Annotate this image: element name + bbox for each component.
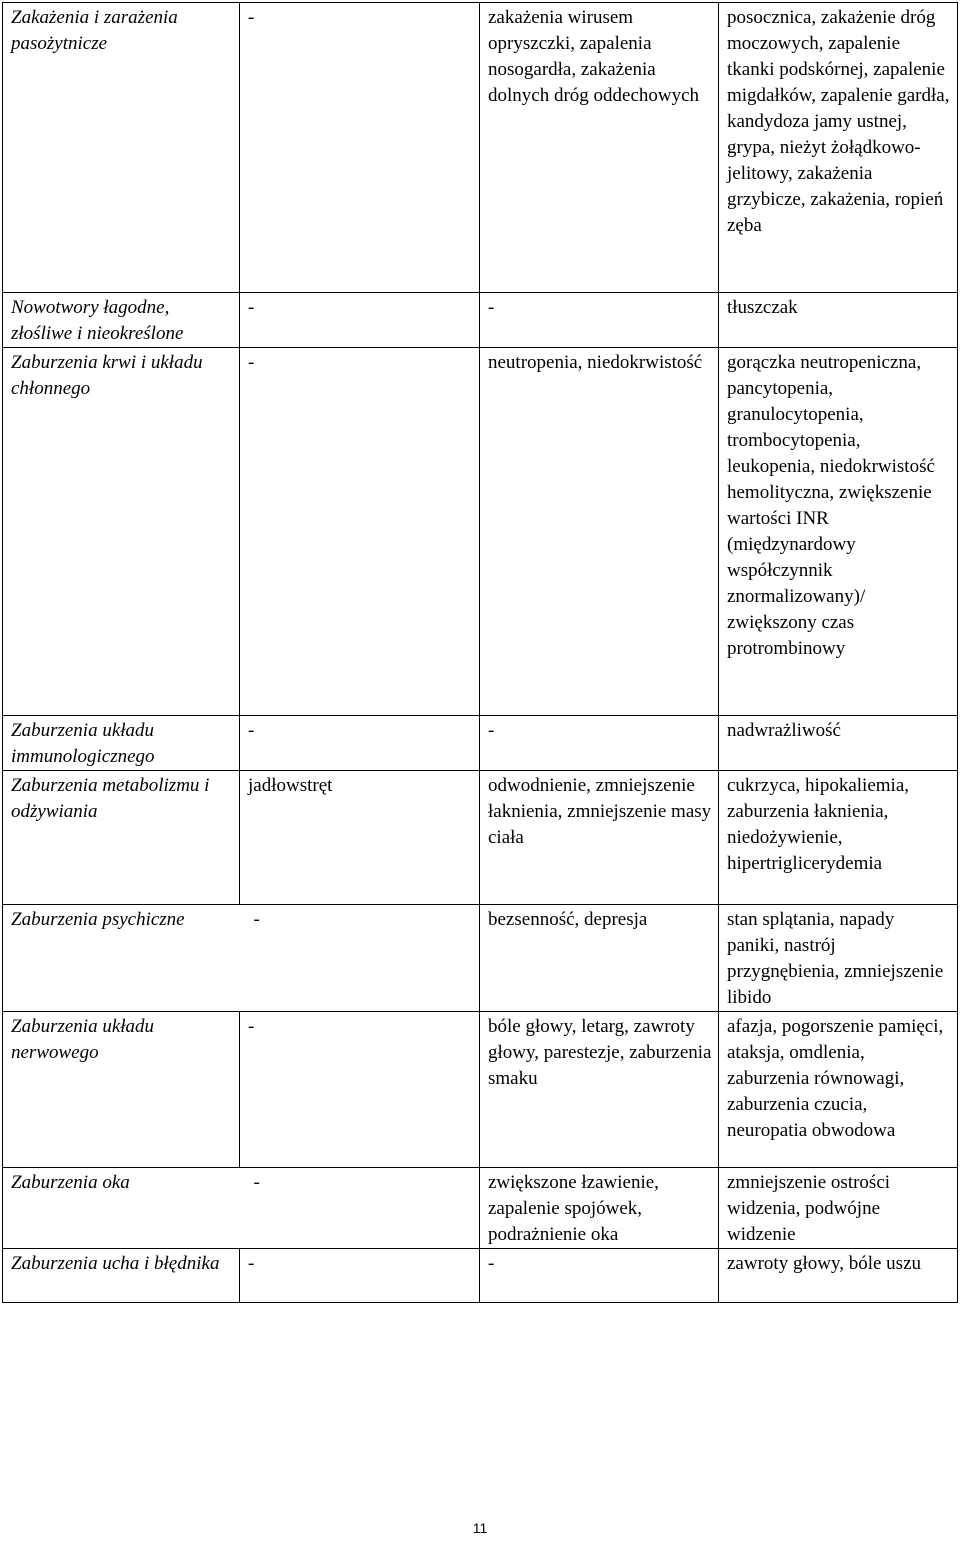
table-row [3, 771, 958, 905]
frequency-uncommon-cell: neutropenia, niedokrwistość [480, 348, 719, 716]
frequency-uncommon-cell: - [480, 293, 719, 348]
frequency-uncommon-cell: - [480, 1249, 719, 1303]
frequency-uncommon-cell: bóle głowy, letarg, zawroty głowy, parestezje, zaburzenia smaku [480, 1012, 719, 1168]
organ-class-cell: Zakażenia i zarażenia pasożytnicze [3, 3, 240, 293]
frequency-uncommon-cell: zwiększone łzawienie, zapalenie spojówek, podrażnienie oka [480, 1168, 719, 1249]
organ-class-cell: Zaburzenia układu immunologicznego [3, 716, 240, 771]
organ-class-cell [3, 1168, 480, 1249]
frequency-common-cell: - [240, 348, 480, 716]
organ-class-label: Zaburzenia psychiczne [11, 909, 185, 930]
frequency-rare-cell: posocznica, zakażenie dróg moczowych, zapalenie tkanki podskórnej, zapalenie migdałków, zapalenie gardła, kandydoza jamy ustnej, grypa, nieżyt żołądkowo-jelitowy, zakażenia grzybicze, zakażenia, ropień zęba [719, 3, 958, 293]
table-row [3, 348, 958, 716]
organ-class-cell: Nowotwory łagodne, złośliwe i nieokreślone [3, 293, 240, 348]
organ-class-cell: Zaburzenia układu nerwowego [3, 1012, 240, 1168]
frequency-uncommon-cell: - [480, 716, 719, 771]
frequency-common-cell: - [240, 3, 480, 293]
table-row [3, 716, 958, 771]
frequency-uncommon-cell: zakażenia wirusem opryszczki, zapalenia nosogardła, zakażenia dolnych dróg oddechowych [480, 3, 719, 293]
organ-class-cell: Zaburzenia krwi i układu chłonnego [3, 348, 240, 716]
frequency-uncommon-cell: bezsenność, depresja [480, 905, 719, 1012]
adverse-reactions-table [2, 2, 958, 1303]
organ-class-cell: Zaburzenia ucha i błędnika [3, 1249, 240, 1303]
frequency-rare-cell: zmniejszenie ostrości widzenia, podwójne widzenie [719, 1168, 958, 1249]
frequency-common-inline: - [253, 909, 260, 930]
frequency-common-cell: - [240, 716, 480, 771]
frequency-common-cell: - [240, 1249, 480, 1303]
frequency-rare-cell: zawroty głowy, bóle uszu [719, 1249, 958, 1303]
table-row [3, 905, 958, 1012]
organ-class-cell: Zaburzenia metabolizmu i odżywiania [3, 771, 240, 905]
page-number: 11 [472, 1520, 488, 1536]
table-row [3, 1249, 958, 1303]
frequency-uncommon-cell: odwodnienie, zmniejszenie łaknienia, zmniejszenie masy ciała [480, 771, 719, 905]
table-row [3, 1012, 958, 1168]
frequency-rare-cell: gorączka neutropeniczna, pancytopenia, granulocytopenia, trombocytopenia, leukopenia, niedokrwistość hemolityczna, zwiększenie wartości INR (międzynardowy współczynnik znormalizowany)/ zwiększony czas protrombinowy [719, 348, 958, 716]
organ-class-label: Zaburzenia oka [11, 1172, 130, 1193]
table-row [3, 1168, 958, 1249]
frequency-common-cell: jadłowstręt [240, 771, 480, 905]
frequency-rare-cell: cukrzyca, hipokaliemia, zaburzenia łaknienia, niedożywienie, hipertriglicerydemia [719, 771, 958, 905]
frequency-common-cell: - [240, 1012, 480, 1168]
frequency-rare-cell: afazja, pogorszenie pamięci, ataksja, omdlenia, zaburzenia równowagi, zaburzenia czucia, neuropatia obwodowa [719, 1012, 958, 1168]
frequency-common-cell: - [240, 293, 480, 348]
table-row [3, 293, 958, 348]
frequency-common-inline: - [253, 1172, 260, 1193]
frequency-rare-cell: stan splątania, napady paniki, nastrój przygnębienia, zmniejszenie libido [719, 905, 958, 1012]
organ-class-cell [3, 905, 480, 1012]
frequency-rare-cell: nadwrażliwość [719, 716, 958, 771]
frequency-rare-cell: tłuszczak [719, 293, 958, 348]
table-row [3, 3, 958, 293]
